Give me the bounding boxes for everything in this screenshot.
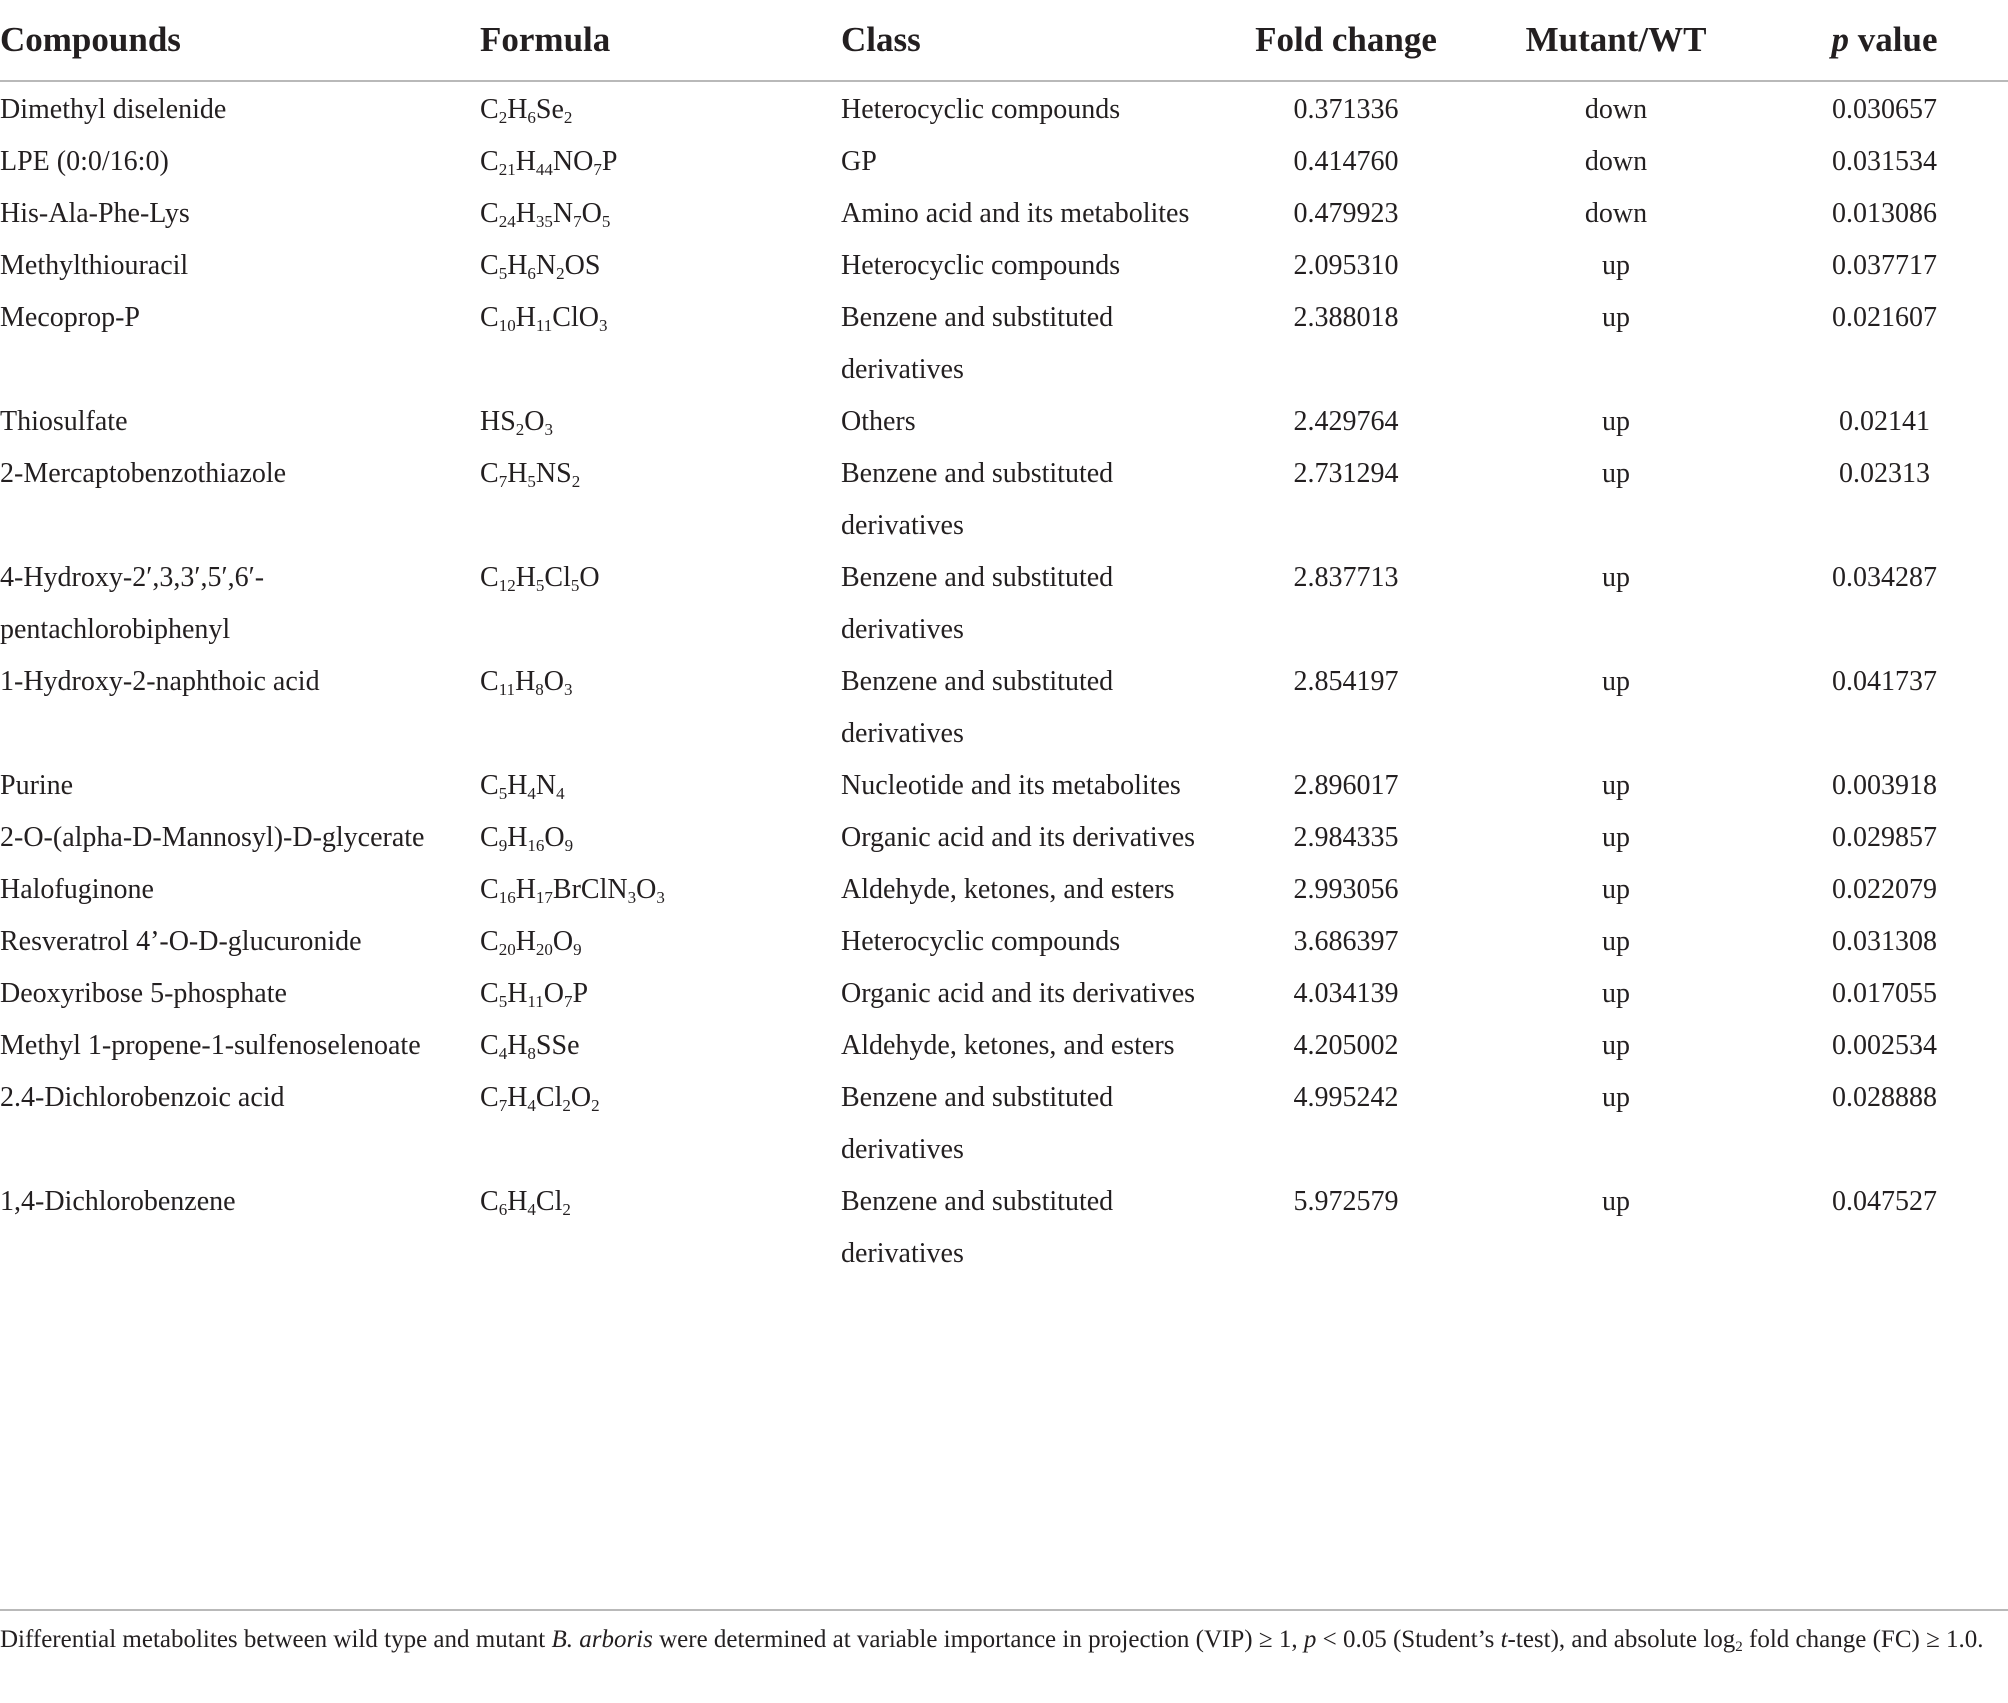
formula-subscript: 20 <box>498 940 516 959</box>
formula-subscript: 11 <box>498 680 516 699</box>
header-class: Class <box>841 0 1221 81</box>
formula-element: C <box>480 926 499 957</box>
header-p-value <box>1761 0 2008 81</box>
cell-formula <box>478 1020 841 1072</box>
header-mutant-wt: Mutant/WT <box>1471 0 1761 81</box>
cell-formula <box>478 916 841 968</box>
formula-subscript: 10 <box>498 316 516 335</box>
table-row <box>0 656 2008 760</box>
formula-element: O <box>524 406 545 437</box>
formula-element: SSe <box>535 1030 580 1061</box>
cell-formula <box>478 760 841 812</box>
cell-compound: LPE (0:0/16:0) <box>0 146 169 177</box>
formula-element: C <box>480 94 499 125</box>
formula-subscript: 5 <box>535 576 545 595</box>
formula-subscript: 5 <box>498 264 508 283</box>
formula-subscript: 20 <box>535 940 553 959</box>
formula-element: C <box>480 770 499 801</box>
cell-p-value: 0.047527 <box>1832 1186 1937 1217</box>
cell-formula <box>478 968 841 1020</box>
cell-class: Heterocyclic compounds <box>841 94 1121 125</box>
formula-subscript: 12 <box>498 576 516 595</box>
formula-subscript: 8 <box>527 1044 536 1063</box>
formula-element: H <box>515 146 536 177</box>
cell-p-value: 0.022079 <box>1832 874 1937 905</box>
formula-subscript: 9 <box>564 836 574 855</box>
formula-element: P <box>572 978 589 1009</box>
formula-element: C <box>480 874 499 905</box>
cell-class: Benzene and substituted derivatives <box>841 562 1114 645</box>
header-p-symbol: p <box>1831 20 1849 59</box>
cell-class: Benzene and substituted derivatives <box>841 666 1114 749</box>
footnote-text: < 0.05 (Student’s <box>1316 1626 1501 1653</box>
formula-subscript: 24 <box>498 212 516 231</box>
formula-element: HS <box>480 406 516 437</box>
formula-element: BrClN <box>552 874 628 905</box>
formula-element: NS <box>535 458 572 489</box>
formula-element: Se <box>535 94 564 125</box>
formula-element: Cl <box>535 1186 563 1217</box>
cell-formula <box>478 81 841 136</box>
cell-class: Benzene and substituted derivatives <box>841 1082 1114 1165</box>
formula-subscript: 3 <box>656 888 665 907</box>
cell-compound: 1-Hydroxy-2-naphthoic acid <box>0 666 320 697</box>
formula-element: H <box>507 1030 528 1061</box>
formula-element: C <box>480 1082 499 1113</box>
header-fold-change: Fold change <box>1221 0 1471 81</box>
formula-element: H <box>507 1186 528 1217</box>
formula-element: C <box>480 250 499 281</box>
table-row <box>0 81 2008 136</box>
formula-element: O <box>581 198 602 229</box>
formula-subscript: 35 <box>535 212 553 231</box>
cell-formula <box>478 136 841 188</box>
formula-element: H <box>507 822 528 853</box>
formula-subscript: 3 <box>564 680 573 699</box>
table-row <box>0 760 2008 812</box>
cell-formula <box>478 1072 841 1176</box>
cell-class: Benzene and substituted derivatives <box>841 1186 1114 1269</box>
table-row <box>0 1072 2008 1176</box>
formula-subscript: 9 <box>498 836 508 855</box>
cell-mutant-wt: up <box>1602 666 1630 697</box>
formula-element: H <box>507 458 528 489</box>
cell-formula <box>478 292 841 396</box>
formula-subscript: 3 <box>627 888 637 907</box>
formula-subscript: 2 <box>562 1200 571 1219</box>
cell-p-value: 0.002534 <box>1832 1030 1937 1061</box>
cell-compound: Purine <box>0 770 74 801</box>
table-body <box>0 81 2008 1280</box>
formula-element: H <box>507 978 528 1009</box>
cell-mutant-wt: up <box>1602 1030 1630 1061</box>
cell-fold-change: 2.429764 <box>1293 406 1399 437</box>
formula-element: H <box>515 926 536 957</box>
formula-subscript: 5 <box>570 576 580 595</box>
formula-subscript: 2 <box>562 1096 571 1115</box>
formula-element: NO <box>552 146 594 177</box>
formula-element: C <box>480 1030 499 1061</box>
header-compounds: Compounds <box>0 0 478 81</box>
formula-element: C <box>480 562 499 593</box>
formula-subscript: 4 <box>527 1200 536 1219</box>
cell-compound: Methyl 1-propene-1-sulfenoselenoate <box>0 1030 421 1061</box>
cell-mutant-wt: up <box>1602 770 1630 801</box>
formula-element: C <box>480 458 499 489</box>
table-row <box>0 916 2008 968</box>
formula-subscript: 21 <box>498 160 516 179</box>
cell-formula <box>478 864 841 916</box>
cell-fold-change: 4.995242 <box>1293 1082 1399 1113</box>
cell-mutant-wt: up <box>1602 302 1630 333</box>
cell-fold-change: 2.854197 <box>1293 666 1399 697</box>
cell-fold-change: 2.388018 <box>1293 302 1399 333</box>
formula-subscript: 9 <box>573 940 582 959</box>
cell-formula <box>478 396 841 448</box>
formula-element: H <box>515 666 536 697</box>
formula-element: C <box>480 146 499 177</box>
formula-element: OS <box>564 250 601 281</box>
table-row <box>0 1020 2008 1072</box>
formula-element: N <box>535 770 557 801</box>
table-row <box>0 552 2008 656</box>
cell-p-value: 0.030657 <box>1832 94 1937 125</box>
cell-p-value: 0.013086 <box>1832 198 1937 229</box>
cell-fold-change: 3.686397 <box>1293 926 1399 957</box>
formula-element: C <box>480 1186 499 1217</box>
formula-element: H <box>507 770 528 801</box>
formula-element: H <box>507 1082 528 1113</box>
cell-compound: 2.4-Dichlorobenzoic acid <box>0 1082 285 1113</box>
footnote-p-symbol: p <box>1303 1626 1317 1653</box>
cell-p-value: 0.031534 <box>1832 146 1937 177</box>
cell-fold-change: 0.479923 <box>1293 198 1399 229</box>
cell-mutant-wt: up <box>1602 926 1630 957</box>
cell-class: Aldehyde, ketones, and esters <box>841 874 1175 905</box>
formula-element: O <box>543 666 565 697</box>
table-row <box>0 864 2008 916</box>
footnote-t-symbol: t <box>1500 1626 1508 1653</box>
formula-subscript: 8 <box>535 680 544 699</box>
cell-fold-change: 2.837713 <box>1293 562 1399 593</box>
table-bottom-rule <box>0 1609 2008 1611</box>
cell-formula <box>478 240 841 292</box>
cell-compound: Resveratrol 4’-O-D-glucuronide <box>0 926 362 957</box>
cell-fold-change: 2.896017 <box>1293 770 1399 801</box>
cell-mutant-wt: up <box>1602 978 1630 1009</box>
cell-mutant-wt: up <box>1602 562 1630 593</box>
formula-subscript: 7 <box>564 992 573 1011</box>
table-header-row <box>0 0 2008 81</box>
cell-p-value: 0.029857 <box>1832 822 1937 853</box>
formula-subscript: 16 <box>527 836 545 855</box>
formula-element: H <box>515 198 536 229</box>
cell-class: Organic acid and its derivatives <box>841 822 1196 853</box>
formula-subscript: 6 <box>498 1200 508 1219</box>
table-row <box>0 812 2008 864</box>
cell-compound: 1,4-Dichlorobenzene <box>0 1186 236 1217</box>
formula-subscript: 2 <box>556 264 565 283</box>
cell-class: Benzene and substituted derivatives <box>841 458 1114 541</box>
cell-fold-change: 2.731294 <box>1293 458 1399 489</box>
formula-element: N <box>552 198 574 229</box>
cell-fold-change: 4.205002 <box>1293 1030 1399 1061</box>
formula-element: Cl <box>544 562 571 593</box>
cell-compound: 2-Mercaptobenzothiazole <box>0 458 287 489</box>
cell-mutant-wt: up <box>1602 1186 1630 1217</box>
cell-class: Aldehyde, ketones, and esters <box>841 1030 1175 1061</box>
cell-fold-change: 5.972579 <box>1293 1186 1399 1217</box>
formula-subscript: 7 <box>593 160 602 179</box>
cell-p-value: 0.02141 <box>1839 406 1930 437</box>
cell-class: Others <box>841 406 916 437</box>
formula-subscript: 7 <box>498 1096 508 1115</box>
cell-class: Heterocyclic compounds <box>841 250 1121 281</box>
formula-subscript: 3 <box>544 420 554 439</box>
formula-element: O <box>579 562 600 593</box>
formula-element: H <box>507 94 528 125</box>
formula-element: O <box>544 822 565 853</box>
cell-formula <box>478 448 841 552</box>
formula-element: C <box>480 666 499 697</box>
cell-p-value: 0.037717 <box>1832 250 1937 281</box>
table-row <box>0 968 2008 1020</box>
cell-p-value: 0.041737 <box>1832 666 1937 697</box>
cell-compound: Thiosulfate <box>0 406 128 437</box>
table-row <box>0 448 2008 552</box>
cell-p-value: 0.034287 <box>1832 562 1937 593</box>
footnote-text: were determined at variable importance in projection (VIP) ≥ 1, <box>652 1626 1304 1653</box>
cell-p-value: 0.028888 <box>1832 1082 1937 1113</box>
footnote-text: fold change (FC) ≥ 1.0. <box>1742 1626 1984 1653</box>
cell-class: GP <box>841 146 877 177</box>
formula-element: C <box>480 198 499 229</box>
cell-class: Amino acid and its metabolites <box>841 198 1190 229</box>
formula-subscript: 5 <box>498 992 508 1011</box>
table-footnote <box>0 1620 2000 1660</box>
cell-compound: Dimethyl diselenide <box>0 94 227 125</box>
footnote-text: Differential metabolites between wild type and mutant <box>0 1626 552 1653</box>
cell-mutant-wt: up <box>1602 874 1630 905</box>
cell-formula <box>478 812 841 864</box>
formula-element: O <box>552 926 574 957</box>
cell-formula <box>478 1176 841 1280</box>
formula-element: C <box>480 302 499 333</box>
cell-compound: 4-Hydroxy-2′,3,3′,5′,6′-pentachlorobiphenyl <box>0 562 265 645</box>
header-formula: Formula <box>478 0 841 81</box>
table-row <box>0 1176 2008 1280</box>
footnote-log-base: 2 <box>1735 1639 1743 1655</box>
cell-mutant-wt: down <box>1584 198 1648 229</box>
formula-element: H <box>515 562 536 593</box>
formula-subscript: 5 <box>527 472 536 491</box>
cell-compound: Mecoprop-P <box>0 302 140 333</box>
formula-element: ClO <box>552 302 599 333</box>
formula-subscript: 6 <box>527 264 536 283</box>
formula-subscript: 7 <box>573 212 582 231</box>
cell-formula <box>478 188 841 240</box>
cell-p-value: 0.02313 <box>1839 458 1930 489</box>
formula-subscript: 2 <box>498 108 508 127</box>
cell-mutant-wt: up <box>1602 250 1630 281</box>
formula-subscript: 5 <box>498 784 508 803</box>
formula-subscript: 2 <box>591 1096 600 1115</box>
formula-subscript: 4 <box>527 1096 536 1115</box>
formula-subscript: 4 <box>498 1044 508 1063</box>
table-row <box>0 292 2008 396</box>
formula-subscript: 4 <box>527 784 536 803</box>
formula-element: C <box>480 822 499 853</box>
cell-fold-change: 0.371336 <box>1293 94 1399 125</box>
formula-subscript: 2 <box>515 420 525 439</box>
table-row <box>0 136 2008 188</box>
formula-element: P <box>601 146 618 177</box>
header-p-value-text: value <box>1849 20 1938 59</box>
formula-subscript: 5 <box>601 212 611 231</box>
cell-mutant-wt: up <box>1602 1082 1630 1113</box>
cell-compound: 2-O-(alpha-D-Mannosyl)-D-glycerate <box>0 822 425 853</box>
formula-subscript: 11 <box>535 316 553 335</box>
formula-element: O <box>570 1082 592 1113</box>
cell-formula <box>478 552 841 656</box>
table-row <box>0 188 2008 240</box>
formula-subscript: 7 <box>498 472 508 491</box>
cell-fold-change: 0.414760 <box>1293 146 1399 177</box>
formula-subscript: 3 <box>598 316 608 335</box>
formula-element: C <box>480 978 499 1009</box>
cell-formula <box>478 656 841 760</box>
cell-compound: His-Ala-Phe-Lys <box>0 198 190 229</box>
cell-p-value: 0.021607 <box>1832 302 1937 333</box>
cell-class: Benzene and substituted derivatives <box>841 302 1114 385</box>
cell-mutant-wt: up <box>1602 458 1630 489</box>
formula-subscript: 2 <box>571 472 581 491</box>
formula-element: H <box>515 302 536 333</box>
cell-fold-change: 2.984335 <box>1293 822 1399 853</box>
cell-p-value: 0.003918 <box>1832 770 1937 801</box>
formula-subscript: 16 <box>498 888 516 907</box>
footnote-text: -test), and absolute log <box>1507 1626 1736 1653</box>
formula-subscript: 4 <box>556 784 565 803</box>
cell-class: Organic acid and its derivatives <box>841 978 1196 1009</box>
formula-subscript: 17 <box>535 888 553 907</box>
cell-fold-change: 2.993056 <box>1293 874 1399 905</box>
cell-p-value: 0.031308 <box>1832 926 1937 957</box>
cell-class: Nucleotide and its metabolites <box>841 770 1181 801</box>
formula-element: Cl <box>535 1082 563 1113</box>
formula-subscript: 11 <box>527 992 544 1011</box>
cell-compound: Methylthiouracil <box>0 250 189 281</box>
formula-element: O <box>543 978 565 1009</box>
formula-subscript: 44 <box>535 160 553 179</box>
cell-fold-change: 4.034139 <box>1293 978 1399 1009</box>
cell-class: Heterocyclic compounds <box>841 926 1121 957</box>
cell-mutant-wt: down <box>1584 94 1648 125</box>
formula-element: O <box>636 874 657 905</box>
formula-element: H <box>515 874 536 905</box>
table-row <box>0 396 2008 448</box>
cell-fold-change: 2.095310 <box>1293 250 1399 281</box>
formula-subscript: 6 <box>527 108 536 127</box>
cell-compound: Deoxyribose 5-phosphate <box>0 978 287 1009</box>
formula-element: H <box>507 250 528 281</box>
cell-p-value: 0.017055 <box>1832 978 1937 1009</box>
cell-mutant-wt: up <box>1602 822 1630 853</box>
cell-mutant-wt: down <box>1584 146 1648 177</box>
cell-compound: Halofuginone <box>0 874 154 905</box>
footnote-species: B. arboris <box>551 1626 653 1653</box>
formula-subscript: 2 <box>563 108 573 127</box>
cell-mutant-wt: up <box>1602 406 1630 437</box>
formula-element: N <box>535 250 557 281</box>
table-row <box>0 240 2008 292</box>
